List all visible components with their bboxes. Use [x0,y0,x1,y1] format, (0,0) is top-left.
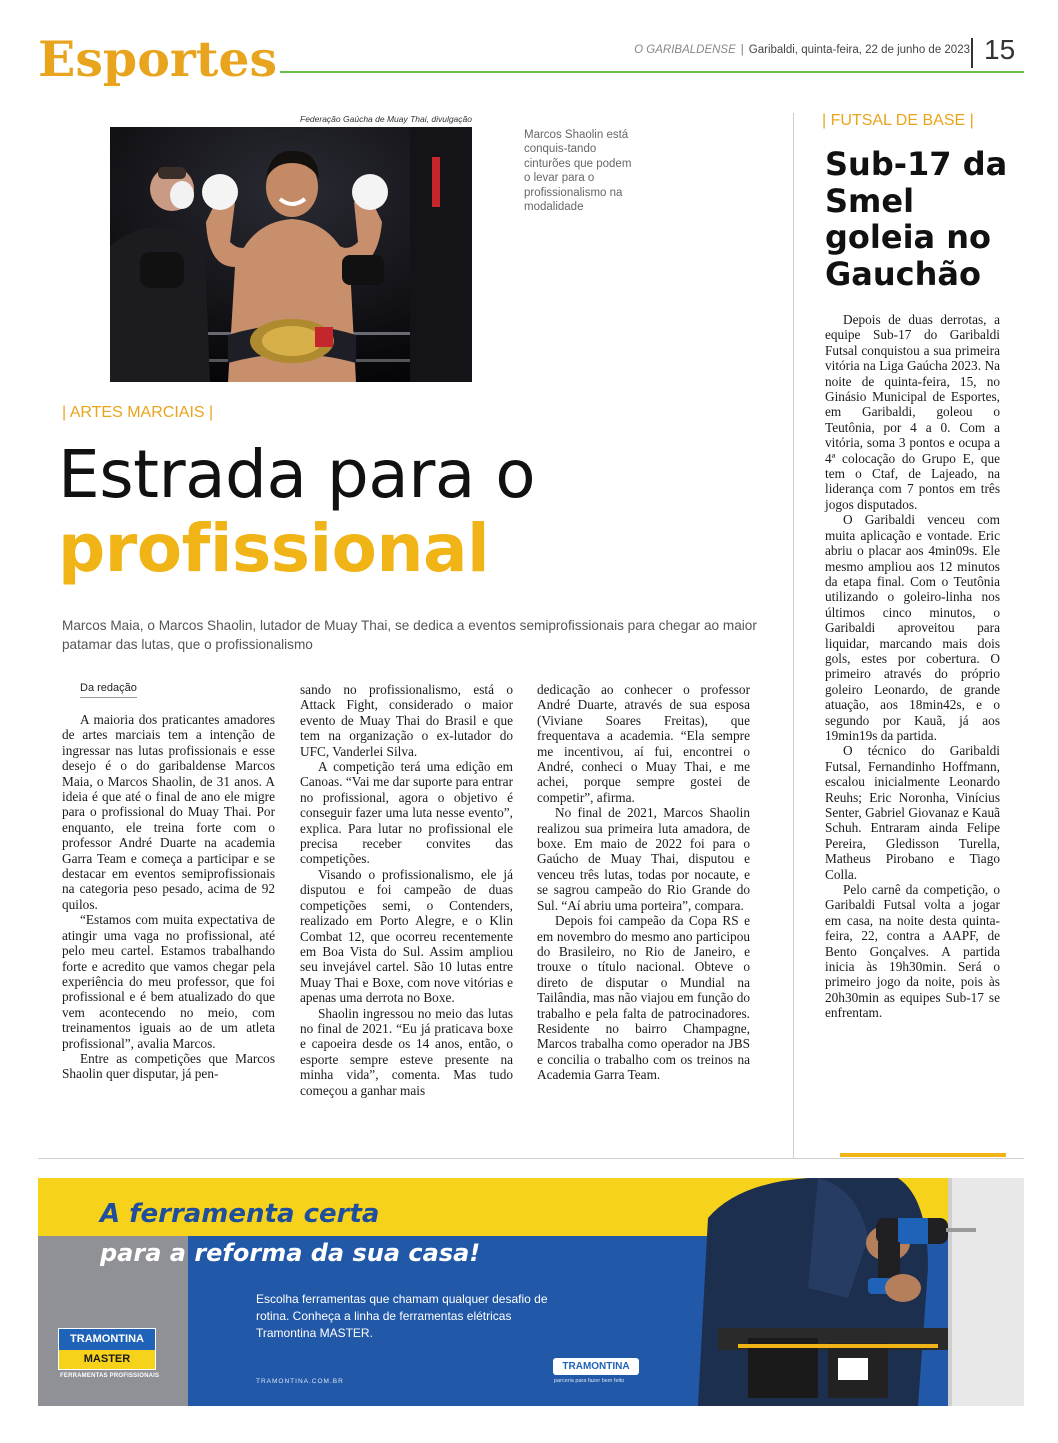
header-rule [280,71,1024,73]
ad-title-line-1: A ferramenta certa [100,1199,380,1229]
paragraph: A maioria dos praticantes amadores de artes marciais tem a intenção de ingressar nas lutas profissionais e esse desejo é o do garibaldense Marcos Maia, o Marcos Shaolin, de 31 anos. A ideia é que até o final de ano ele migre para o profissional do Muay Thai. Por enquanto, ele treina forte com o professor André Duarte na academia Garra Team e começa a participar e se destacar em eventos semiprofissionais na categoria peso pesado, acima de 92 quilos. [62,712,275,912]
paragraph: Pelo carnê da competição, o Garibaldi Futsal volta a jogar em casa, na noite desta quinta-feira, 22, contra a AAPF, de Bento Gonçalves. A partida inicia às 19h30min. Será o primeiro jogo da noite, pois às 20h30min as equipes Sub-17 se enfrentam. [825,882,1000,1021]
article-column-3 [537,682,750,1083]
sidebar-headline: Sub-17 da Smel goleia no Gauchão [825,145,1008,293]
header-separator: | [740,44,744,56]
article-column-2 [300,682,513,1098]
dateline: Garibaldi, quinta-feira, 22 de junho de 2023 [748,44,970,56]
ad-separator [38,1158,1024,1159]
paragraph: A competição terá uma edição em Canoas. “Vai me dar suporte para entrar no profissional, agora o objetivo é conseguir fazer uma luta nesse evento”, explica. Para lutar no profissional ele precisa receber convites das competições. [300,759,513,867]
paragraph: Entre as competições que Marcos Shaolin quer disputar, já pen- [62,1050,275,1082]
paragraph: “Estamos com muita expectativa de atingir uma vaga no profissional, até pelo meu cartel. Estamos trabalhando forte e acredito que vamos chegar pela experiência do meu professor, que foi profissional e é bem atualizado do que vem acontecendo no meio, com treinamentos iguais ao de um atleta profissional”, avalia Marcos. [62,912,275,1051]
paragraph: O técnico do Garibaldi Futsal, Fernandinho Hoffmann, escalou inicialmente Leonardo Reuhs; Eric Noronha, Vinícius Senter, Gabriel Giovanaz e Kauã Schuh. Entraram ainda Felipe Pereira, Gledisson Turella, Matheus Pirobano e Tiago Colla. [825,743,1000,882]
paragraph: Shaolin ingressou no meio das lutas no final de 2021. “Eu já praticava boxe e capoeira desde os 14 anos, então, o esporte sempre esteve presente na minha vida”, comenta. Mas tudo começou a ganhar mais [300,1005,513,1098]
paragraph: O Garibaldi venceu com muita aplicação e vontade. Eric abriu o placar aos 4min09s. Ele mesmo ampliou aos 12 minutos da etapa final. Com o Teutônia utilizando o goleiro-linha nos últimos cinco minutos, o Garibaldi aproveitou para liquidar, marcando mais dois gols, estes por cobertura. O primeiro através do próprio goleiro Leonardo, de grande atuação, aos 18min42s, e o segundo por Kauã, já aos 19min19s da partida. [825,512,1000,743]
sidebar-kicker: | FUTSAL DE BASE | [822,112,974,129]
photo-credit: Federação Gaúcha de Muay Thai, divulgação [300,114,472,124]
header-meta [600,44,970,56]
paragraph: Depois de duas derrotas, a equipe Sub-17 do Garibaldi Futsal conquistou a sua primeira vitória na Liga Gaúcha 2023. Na noite de quinta-feira, 15, no Ginásio Municipal de Esportes, em Garibaldi, goleou o Teutônia, por 4 a 0. Com a vitória, soma 3 pontos e ocupa a 4ª colocação do Grupo E, que tem o Ctaf, de Lajeado, na liderança com 7 pontos em três jogos disputados. [825,312,1000,512]
article-kicker: | ARTES MARCIAIS | [62,404,214,421]
newspaper-name: O GARIBALDENSE [634,44,736,56]
paragraph: No final de 2021, Marcos Shaolin realizou sua primeira luta amadora, de boxe. Em maio de 2022 foi para o Gaúcho de Muay Thai, disputou e venceu três lutas, todas por nocaute, e se sagrou campeão do Rio Grande do Sul. “Aí abriu uma porteira”, compara. [537,805,750,913]
paragraph: Visando o profissionalismo, ele já disputou e foi campeão de duas competições semi, o Contenders, realizado em Porto Alegre, e o Klin Combat 12, que ocorreu recentemente em Boa Vista do Sul. Assim ampliou seu invejável cartel. São 10 lutas entre Muay Thai e Boxe, com nove vitórias e apenas uma derrota no Boxe. [300,866,513,1006]
section-title: Esportes [38,30,278,88]
headline-line-1: Estrada para o [58,436,536,513]
page-number-divider [971,38,973,68]
sidebar-body [825,312,1000,1021]
tramontina-ad[interactable] [38,1178,1024,1406]
logo-subtitle: FERRAMENTAS PROFISSIONAIS [60,1373,160,1379]
fighter-photo [110,127,472,382]
article-deck: Marcos Maia, o Marcos Shaolin, lutador de Muay Thai, se dedica a eventos semiprofissionais para chegar ao maior patamar das lutas, que o profissionalismo [62,618,757,652]
paragraph: Depois foi campeão da Copa RS e em novembro do mesmo ano participou do Brasileiro, no Rio de Janeiro, e trouxe o título nacional. Obteve o direto de disputar o Mundial na Tailândia, mas não viajou em função do trabalho e pela falta de patrocinadores. Residente no bairro Champagne, Marcos trabalha como operador na JBS e concilia o trabalho com os treinos na Academia Garra Team. [537,913,750,1083]
logo-bottom-text: MASTER [59,1350,155,1369]
tramontina-brand-badge: TRAMONTINA [553,1358,639,1375]
paragraph: dedicação ao conhecer o professor André Duarte, através de sua esposa (Viviane Soares Freitas), que frequentava a academia. “Ela sempre me incentivou, aí fui, encontrei o André, conheci o Muay Thai, e me achei, porque sempre gostei de competir”, afirma. [537,682,750,805]
photo-caption: Marcos Shaolin está conquis-tando cinturões que podem o levar para o profissionalismo na modalidade [524,129,632,214]
page-number: 15 [984,34,1016,65]
tramontina-master-logo [58,1328,156,1370]
worker-with-drill-image [698,1178,1024,1406]
brand-tagline: parceria para fazer bem feito [554,1378,625,1384]
column-divider [793,113,794,1158]
ad-body-text: Escolha ferramentas que chamam qualquer desafio de rotina. Conheça a linha de ferramentas elétricas Tramontina MASTER. [256,1292,548,1340]
ad-url[interactable]: TRAMONTINA.COM.BR [256,1378,344,1385]
ad-title-line-2: para a reforma da sua casa! [100,1239,481,1267]
paragraph: sando no profissionalismo, está o Attack Fight, considerado o maior evento de Muay Thai do Brasil e que tem na organização o ex-lutador do UFC, Vanderlei Silva. [300,682,513,759]
article-column-1 [62,712,275,1082]
fighter-illustration [110,127,472,382]
sidebar-end-bar [840,1153,1006,1157]
byline: Da redação [80,682,137,698]
logo-top-text: TRAMONTINA [70,1333,144,1345]
headline-line-2: profissional [58,510,490,587]
